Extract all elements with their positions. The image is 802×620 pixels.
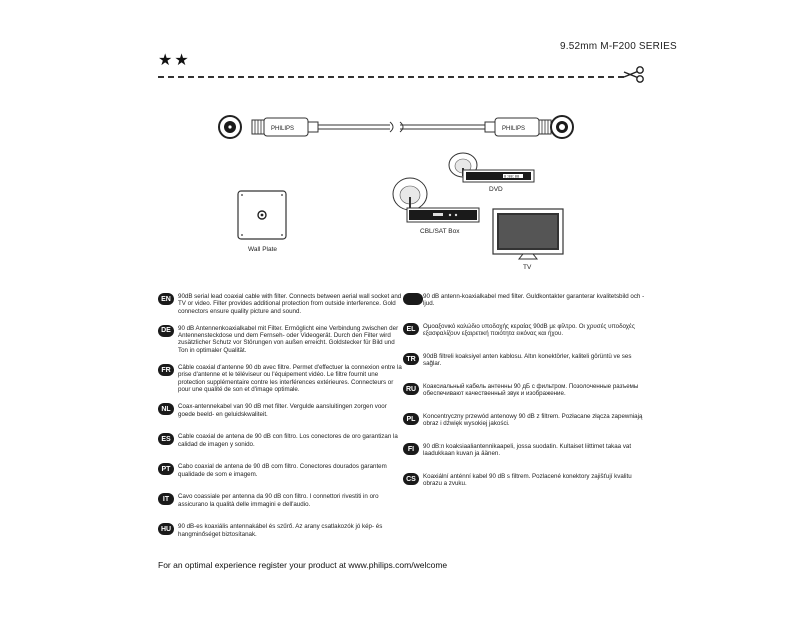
- language-description: 90dB serial lead coaxial cable with filter. Connects between aerial wall socket and TV or video. Filter provides additional protection from outside interference. Gold connectors ensure quality picture and sound.: [178, 293, 402, 315]
- language-entry: [403, 473, 648, 493]
- wall-plate: [238, 191, 286, 239]
- language-entry: [403, 443, 648, 463]
- language-code-badge: PT: [158, 463, 174, 475]
- tv: [493, 209, 563, 259]
- language-code-badge: NL: [158, 403, 174, 415]
- wall-plate-label: Wall Plate: [248, 246, 278, 253]
- language-entry: [158, 325, 403, 354]
- language-entry: [403, 413, 648, 433]
- register-footer: For an optimal experience register your product at www.philips.com/welcome: [158, 560, 448, 570]
- language-code-badge: HU: [158, 523, 174, 535]
- language-entry: [403, 323, 648, 343]
- language-entry: [158, 364, 403, 393]
- language-description: Koaxiální anténní kabel 90 dB s filtrem. Pozlacené konektory zajišťují kvalitu obrazu a zvuku.: [423, 473, 632, 488]
- language-code-badge: TR: [403, 353, 419, 365]
- language-description: Коаксиальный кабель антенны 90 дБ с фильтром. Позолоченные разъемы обеспечивают качественный звук и изображение.: [423, 383, 639, 398]
- language-description: Cavo coassiale per antenna da 90 dB con filtro. I connettori rivestiti in oro assicurano la qualità delle immagini e dell'audio.: [178, 493, 379, 508]
- language-code-badge: RU: [403, 383, 419, 395]
- tv-label: TV: [523, 264, 532, 271]
- scissors-icon: [622, 64, 646, 84]
- language-description: 90 dB:n koaksiaaliantennikaapeli, jossa suodatin. Kultaiset liittimet takaa vat laadukkaan kuvan ja äänen.: [423, 443, 632, 458]
- connection-diagram: [150, 100, 650, 280]
- language-description: Coax-antennekabel van 90 dB met filter. Vergulde aansluitingen zorgen voor goede beeld- en geluidskwaliteit.: [178, 403, 387, 418]
- language-entry: [403, 353, 648, 373]
- language-code-badge: [403, 293, 423, 305]
- language-code-badge: FI: [403, 443, 419, 455]
- language-code-badge: IT: [158, 493, 174, 505]
- language-code-badge: CS: [403, 473, 419, 485]
- dvd-display-text: 8:88:88: [504, 175, 520, 180]
- language-description: Cable coaxial de antena de 90 dB con filtro. Los conectores de oro garantizan la calidad de imagen y sonido.: [178, 433, 398, 448]
- language-description: 90dB filtreli koaksiyel anten kablosu. Altın konektörler, kaliteli görüntü ve ses sağlar.: [423, 353, 632, 368]
- language-code-badge: ES: [158, 433, 174, 445]
- language-description: Câble coaxial d'antenne 90 db avec filtre. Permet d'effectuer la connexion entre la prise d'antenne et le téléviseur ou l'équipement vidéo. Le filtre fournit une protection supplémentaire contre les interférences extérieures. Connecteurs or pour une qualité de son et d'image optimale.: [178, 364, 402, 393]
- dvd-player: [449, 153, 534, 182]
- brand-left: PHILIPS: [271, 126, 295, 132]
- rating-stars: ★★: [158, 52, 191, 69]
- language-code-badge: PL: [403, 413, 419, 425]
- language-entry: [158, 403, 403, 423]
- language-description: Koncentryczny przewód antenowy 90 dB z filtrem. Pozłacane złącza zapewniają obraz i dźwięk wysokiej jakości.: [423, 413, 643, 428]
- dvd-label: DVD: [489, 186, 503, 193]
- cbl-sat-label: CBL/SAT Box: [420, 228, 460, 235]
- language-description: 90 dB Antennenkoaxialkabel mit Filter. Ermöglicht eine Verbindung zwischen der Antennensteckdose und dem Fernseh- oder Videogerät. Durch den Filter wird zusätzlicher Schutz vor Störungen von außen erreicht. Goldstecker für Bild und Ton in optimaler Qualität.: [178, 324, 399, 354]
- language-column-right: [403, 293, 648, 503]
- language-entry: [403, 383, 648, 403]
- language-description: Cabo coaxial de antena de 90 dB com filtro. Conectores dourados garantem qualidade de som e imagem.: [178, 463, 387, 478]
- right-connector-end: [551, 116, 573, 138]
- language-description: 90 dB-es koaxiális antennakábel és szűrő. Az arany csatlakozók jó kép- és hangminőséget biztosítanak.: [178, 523, 383, 538]
- language-code-badge: EN: [158, 293, 174, 305]
- language-code-badge: FR: [158, 364, 174, 376]
- language-entry: [158, 293, 403, 315]
- language-entry: [158, 493, 403, 513]
- language-description: Ομοαξονικό καλώδιο υποδοχής κεραίας 90dB με φίλτρο. Οι χρυσές υποδοχές εξασφαλίζουν εξαιρετική ποιότητα εικόνας και ήχου.: [423, 323, 635, 338]
- language-code-badge: EL: [403, 323, 419, 335]
- language-entry: [403, 293, 648, 313]
- brand-right: PHILIPS: [502, 126, 526, 132]
- coaxial-cable: [318, 122, 485, 132]
- language-entry: [158, 523, 403, 543]
- cbl-sat-box: [393, 178, 479, 222]
- language-description: 90 dB antenn-koaxialkabel med filter. Guldkontakter garanterar kvalitetsbild och -ljud.: [423, 293, 645, 308]
- language-entry: [158, 433, 403, 453]
- language-column-left: [158, 293, 403, 553]
- left-connector-end: [219, 116, 241, 138]
- series-title: 9.52mm M-F200 SERIES: [560, 41, 677, 52]
- cut-line: [158, 76, 624, 78]
- language-code-badge: DE: [158, 325, 174, 337]
- language-entry: [158, 463, 403, 483]
